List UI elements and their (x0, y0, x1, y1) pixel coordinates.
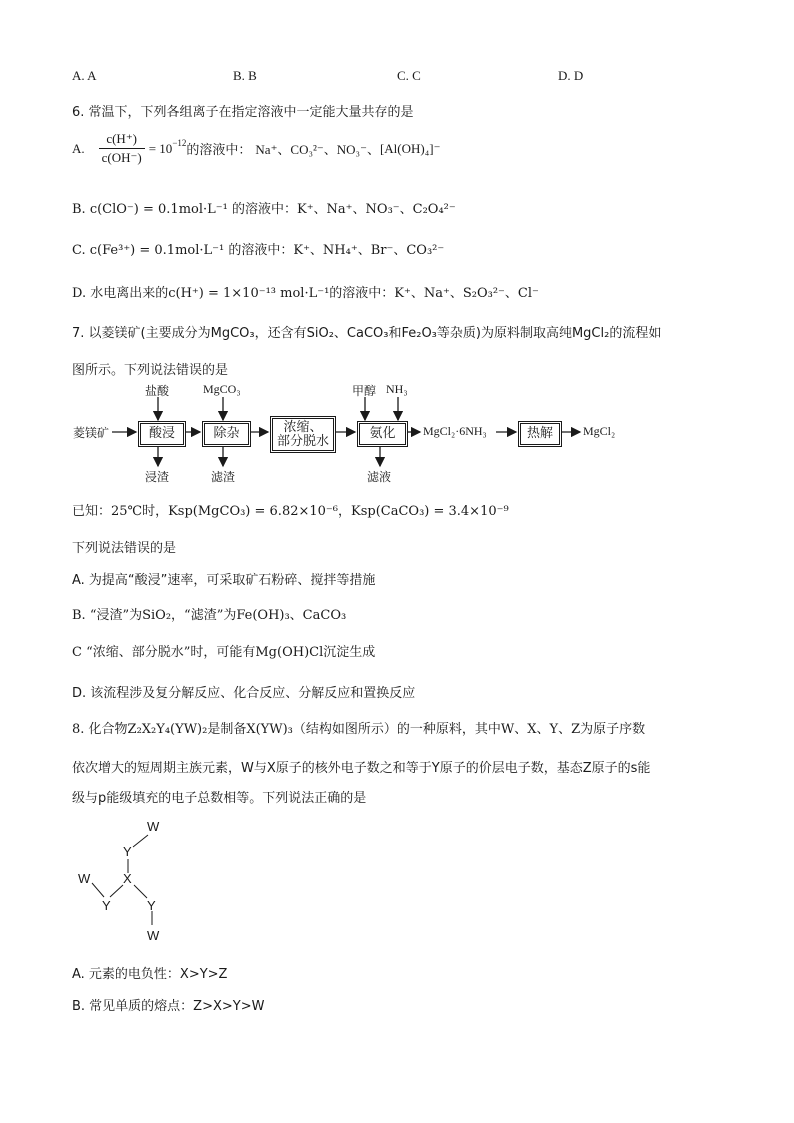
q7-option-d: D. 该流程涉及复分解反应、化合反应、分解反应和置换反应 (72, 686, 416, 701)
q8-line1: 8. 化合物Z₂X₂Y₄(YW)₂是制备X(YW)₃（结构如图所示）的一种原料，其中W、X、Y、Z为原子序数 (72, 722, 646, 737)
q6-option-b: B. c(ClO⁻) = 0.1mol·L⁻¹ 的溶液中：K⁺、Na⁺、NO₃⁻、C₂O₄²⁻ (72, 202, 456, 217)
q6-a-tail: 的溶液中： (186, 143, 252, 158)
q6-a-fraction (99, 131, 145, 166)
atom-w-bottom: W (147, 928, 160, 943)
q6-a-ions: Na⁺、CO₃²⁻、NO₃⁻、 (255, 142, 380, 157)
flow-box-acid-leach: 酸浸 (138, 421, 186, 447)
q5-option-b: B. B (233, 68, 257, 83)
q7-known: 已知：25℃时，Ksp(MgCO₃) = 6.82×10⁻⁶，Ksp(CaCO₃) = 3.4×10⁻⁹ (72, 504, 509, 519)
flow-start-label: 菱镁矿 (73, 426, 110, 440)
q8-option-a: A. 元素的电负性：X>Y>Z (72, 967, 228, 982)
q7-ask: 下列说法错误的是 (72, 541, 177, 556)
flow-box3-line2: 部分脱水 (276, 433, 329, 449)
q7-option-c: C “浓缩、部分脱水”时，可能有Mg(OH)Cl沉淀生成 (72, 645, 376, 660)
q6-a-denominator: c(OH⁻) (101, 150, 142, 165)
flow-box3-line1: 浓缩、 (283, 419, 323, 435)
q5-option-d: D. D (558, 68, 584, 83)
flow-box2-input: MgCO₃ (203, 382, 241, 396)
flow-box2-output: 滤渣 (211, 470, 236, 484)
q7-stem-line1: 7. 以菱镁矿(主要成分为MgCO₃，还含有SiO₂、CaCO₃和Fe₂O₃等杂质)为原料制取高纯MgCl₂的流程如 (72, 326, 662, 341)
q6-option-a: A. $\frac{c(H^+)}{c(OH^-)}$ = 10 $^{-12}$ 的溶液中： Na⁺、CO₃²⁻、NO₃⁻、 [Al(OH)₄]⁻ (72, 131, 441, 165)
flow-box1-output: 浸渣 (145, 470, 170, 484)
atom-y-left: Y (102, 898, 111, 913)
flow-box-concentrate (270, 416, 336, 453)
q6-option-c: C. c(Fe³⁺) = 0.1mol·L⁻¹ 的溶液中：K⁺、NH₄⁺、Br⁻、CO₃²⁻ (72, 243, 445, 258)
q8-line2: 依次增大的短周期主族元素，W与X原子的核外电子数之和等于Y原子的价层电子数，基态Z原子的s能 (72, 761, 651, 776)
q7-option-b: B. “浸渣”为SiO₂，“滤渣”为Fe(OH)₃、CaCO₃ (72, 608, 347, 623)
q6-a-complex-ion: [Al(OH)₄]⁻ (379, 140, 441, 156)
flow-box-pyrolysis: 热解 (518, 421, 562, 447)
flow-box-impurity-removal: 除杂 (202, 421, 251, 447)
q6-option-d: D. 水电离出来的c(H⁺) = 1×10⁻¹³ mol·L⁻¹的溶液中：K⁺、Na⁺、S₂O₃²⁻、Cl⁻ (72, 286, 539, 301)
atom-y-top: Y (123, 844, 132, 859)
atom-x-center: X (123, 871, 132, 886)
atom-y-right: Y (147, 898, 156, 913)
q8-option-b: B. 常见单质的熔点：Z>X>Y>W (72, 999, 265, 1014)
q7-option-a: A. 为提高“酸浸”速率，可采取矿石粉碎、搅拌等措施 (72, 573, 376, 588)
flow-end-product: MgCl₂ (583, 424, 616, 438)
q6-a-equals: = 10 (148, 140, 173, 156)
q6-a-numerator: c(H⁺) (99, 131, 145, 149)
q6-a-label: A. (72, 140, 85, 156)
flow-box1-input: 盐酸 (145, 384, 170, 398)
flow-box4-input-methanol: 甲醇 (352, 384, 377, 398)
flow-mid-product: MgCl₂·6NH₃ (423, 424, 487, 438)
flow-box-ammoniation: 氨化 (357, 421, 408, 447)
q5-option-a: A. A (72, 68, 97, 83)
atom-w-left: W (78, 871, 91, 886)
flow-box4-input-ammonia: NH₃ (386, 382, 408, 396)
atom-w-top: W (147, 819, 160, 834)
molecular-structure (70, 815, 190, 945)
q7-stem-line2: 图所示。下列说法错误的是 (72, 363, 229, 378)
flow-box4-output: 滤液 (367, 470, 392, 484)
q6-stem: 6. 常温下，下列各组离子在指定溶液中一定能大量共存的是 (72, 105, 414, 120)
q8-line3: 级与p能级填充的电子总数相等。下列说法正确的是 (72, 791, 367, 806)
q5-option-c: C. C (397, 68, 421, 83)
